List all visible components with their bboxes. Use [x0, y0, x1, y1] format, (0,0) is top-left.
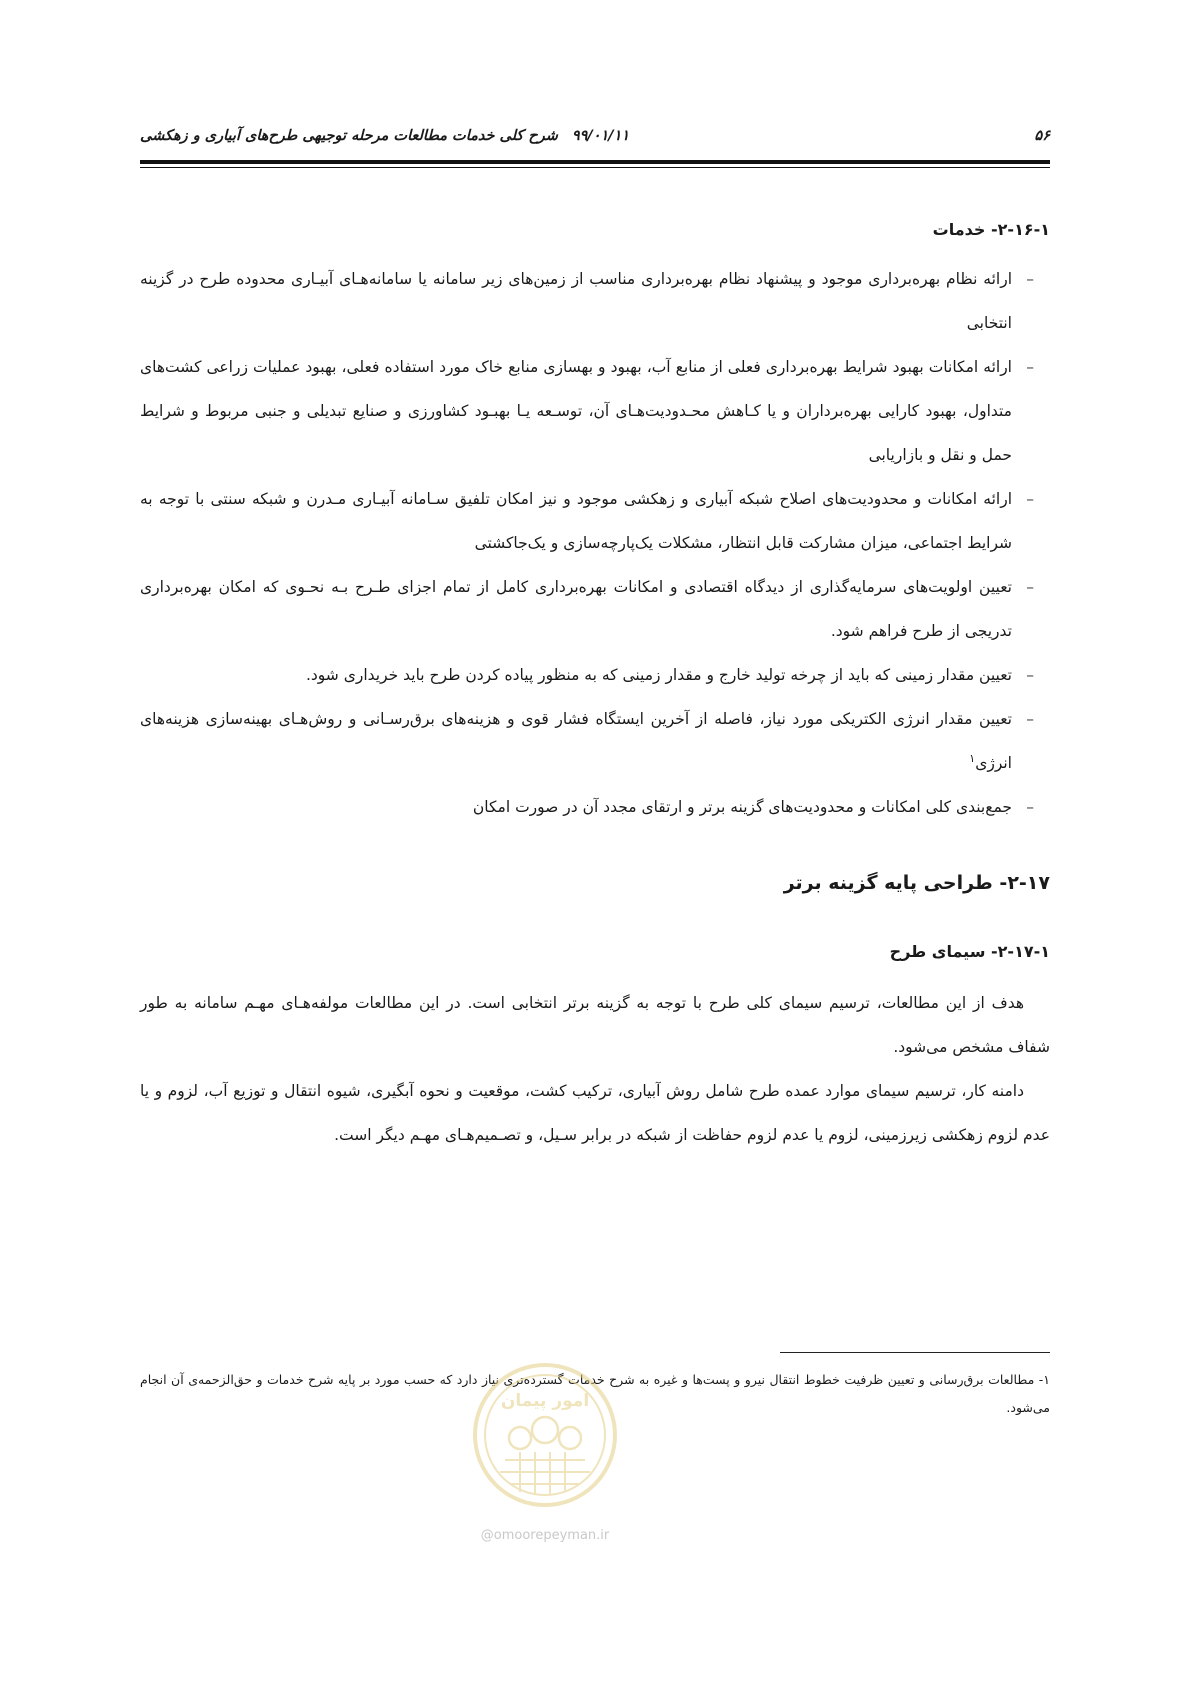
dash-bullet-icon: –: [1026, 270, 1034, 288]
running-header: [140, 128, 1050, 154]
watermark-badge-center: [532, 1417, 558, 1443]
list-item: – ارائه نظام بهره‌برداری موجود و پیشنهاد نظام بهره‌برداری مناسب از زمین‌های زیر سامانه یا سامانه‌هـای آبیـاری محدوده طرح در گزینه انتخابی: [140, 257, 1050, 345]
dash-bullet-icon: –: [1026, 490, 1034, 508]
design-subheading: ۲-۱۷-۱- سیمای طرح: [889, 942, 1050, 961]
watermark-grid: [500, 1452, 590, 1495]
list-item: – ارائه امکانات و محدودیت‌های اصلاح شبکه آبیاری و زهکشی موجود و نیز امکان تلفیق سـامانه آبیـاری مـدرن و شبکه سنتی با توجه به شرایط اجتماعی، میزان مشارکت قابل انتظار، مشکلات یک‌پارچه‌سازی و یک‌جاکشتی: [140, 477, 1050, 565]
dash-bullet-icon: –: [1026, 710, 1034, 728]
footnote-reference[interactable]: ۱: [969, 751, 976, 765]
list-item: – تعیین مقدار زمینی که باید از چرخه تولید خارج و مقدار زمینی که به منظور پیاده کردن طرح باید خریداری شود.: [140, 653, 1050, 697]
list-item: – تعیین اولویت‌های سرمایه‌گذاری از دیدگاه اقتصادی و امکانات بهره‌برداری کامل از تمام اجزای طـرح بـه نحـوی که امکان بهره‌برداری تدریجی از طرح فراهم شود.: [140, 565, 1050, 653]
list-item: – جمع‌بندی کلی امکانات و محدودیت‌های گزینه برتر و ارتقای مجدد آن در صورت امکان: [140, 785, 1050, 829]
watermark-badge-right: [559, 1427, 581, 1449]
dash-bullet-icon: –: [1026, 666, 1034, 684]
watermark-site: @omoorepeyman.ir: [480, 1528, 610, 1543]
list-item: – تعیین مقدار انرژی الکتریکی مورد نیاز، فاصله از آخرین ایستگاه فشار قوی و هزینه‌های برق‌رسـانی و روش‌هـای بهینه‌سازی هزینه‌های انرژی$^۱$: [140, 697, 1050, 785]
paragraph: دامنه کار، ترسیم سیمای موارد عمده طرح شامل روش آبیاری، ترکیب کشت، موقعیت و نحوه آبگیری، شیوه انتقال و توزیع آب، لزوم و یا عدم لزوم زهکشی زیرزمینی، لزوم یا عدم لزوم حفاظت از شبکه در برابر سـیل، و تصـمیم‌هـای مهـم دیگر است.: [140, 1082, 1050, 1144]
watermark-logo-icon: [470, 1360, 620, 1510]
services-list: [140, 257, 1050, 829]
header-title: شرح کلی خدمات مطالعات مرحله توجیهی طرح‌های آبیاری و زهکشی: [140, 128, 558, 144]
header-rule-thin: [140, 167, 1050, 168]
services-heading: ۲-۱۶-۱- خدمات: [932, 220, 1050, 239]
header-date: ۹۹/۰۱/۱۱: [571, 128, 630, 144]
footnote: ۱- مطالعات برق‌رسانی و تعیین ظرفیت خطوط انتقال نیرو و پست‌ها و غیره به شرح خدمات گسترده‌تری نیاز دارد که حسب مورد بر پایه شرح خدمات و حق‌الزحمه‌ی آن انجام می‌شود.: [140, 1372, 1050, 1415]
design-heading: ۲-۱۷- طراحی پایه گزینه برتر: [783, 872, 1050, 894]
watermark-logo-text: امور پیمان: [500, 1391, 590, 1411]
header-rule-thick: [140, 160, 1050, 164]
running-title: [140, 128, 629, 144]
dash-bullet-icon: –: [1026, 798, 1034, 816]
watermark-badge-left: [509, 1427, 531, 1449]
footnote-rule: [780, 1352, 1050, 1353]
list-item: – ارائه امکانات بهبود شرایط بهره‌برداری فعلی از منابع آب، بهبود و بهسازی منابع خاک مورد استفاده فعلی، بهبود عملیات زراعی کشت‌های متداول، بهبود کارایی بهره‌برداران و یا کـاهش محـدودیت‌هـای آن، توسـعه یـا بهبـود کشاورزی و صنایع تبدیلی و جنبی مربوط و شرایط حمل و نقل و بازاریابی: [140, 345, 1050, 477]
dash-bullet-icon: –: [1026, 358, 1034, 376]
page-number: ۵۶: [1034, 128, 1050, 144]
main-content: [140, 215, 1050, 1157]
paragraph: هدف از این مطالعات، ترسیم سیمای کلی طرح با توجه به گزینه برتر انتخابی است. در این مطالعات مولفه‌هـای مهـم سامانه به طور شفاف مشخص می‌شود.: [140, 994, 1050, 1056]
dash-bullet-icon: –: [1026, 578, 1034, 596]
